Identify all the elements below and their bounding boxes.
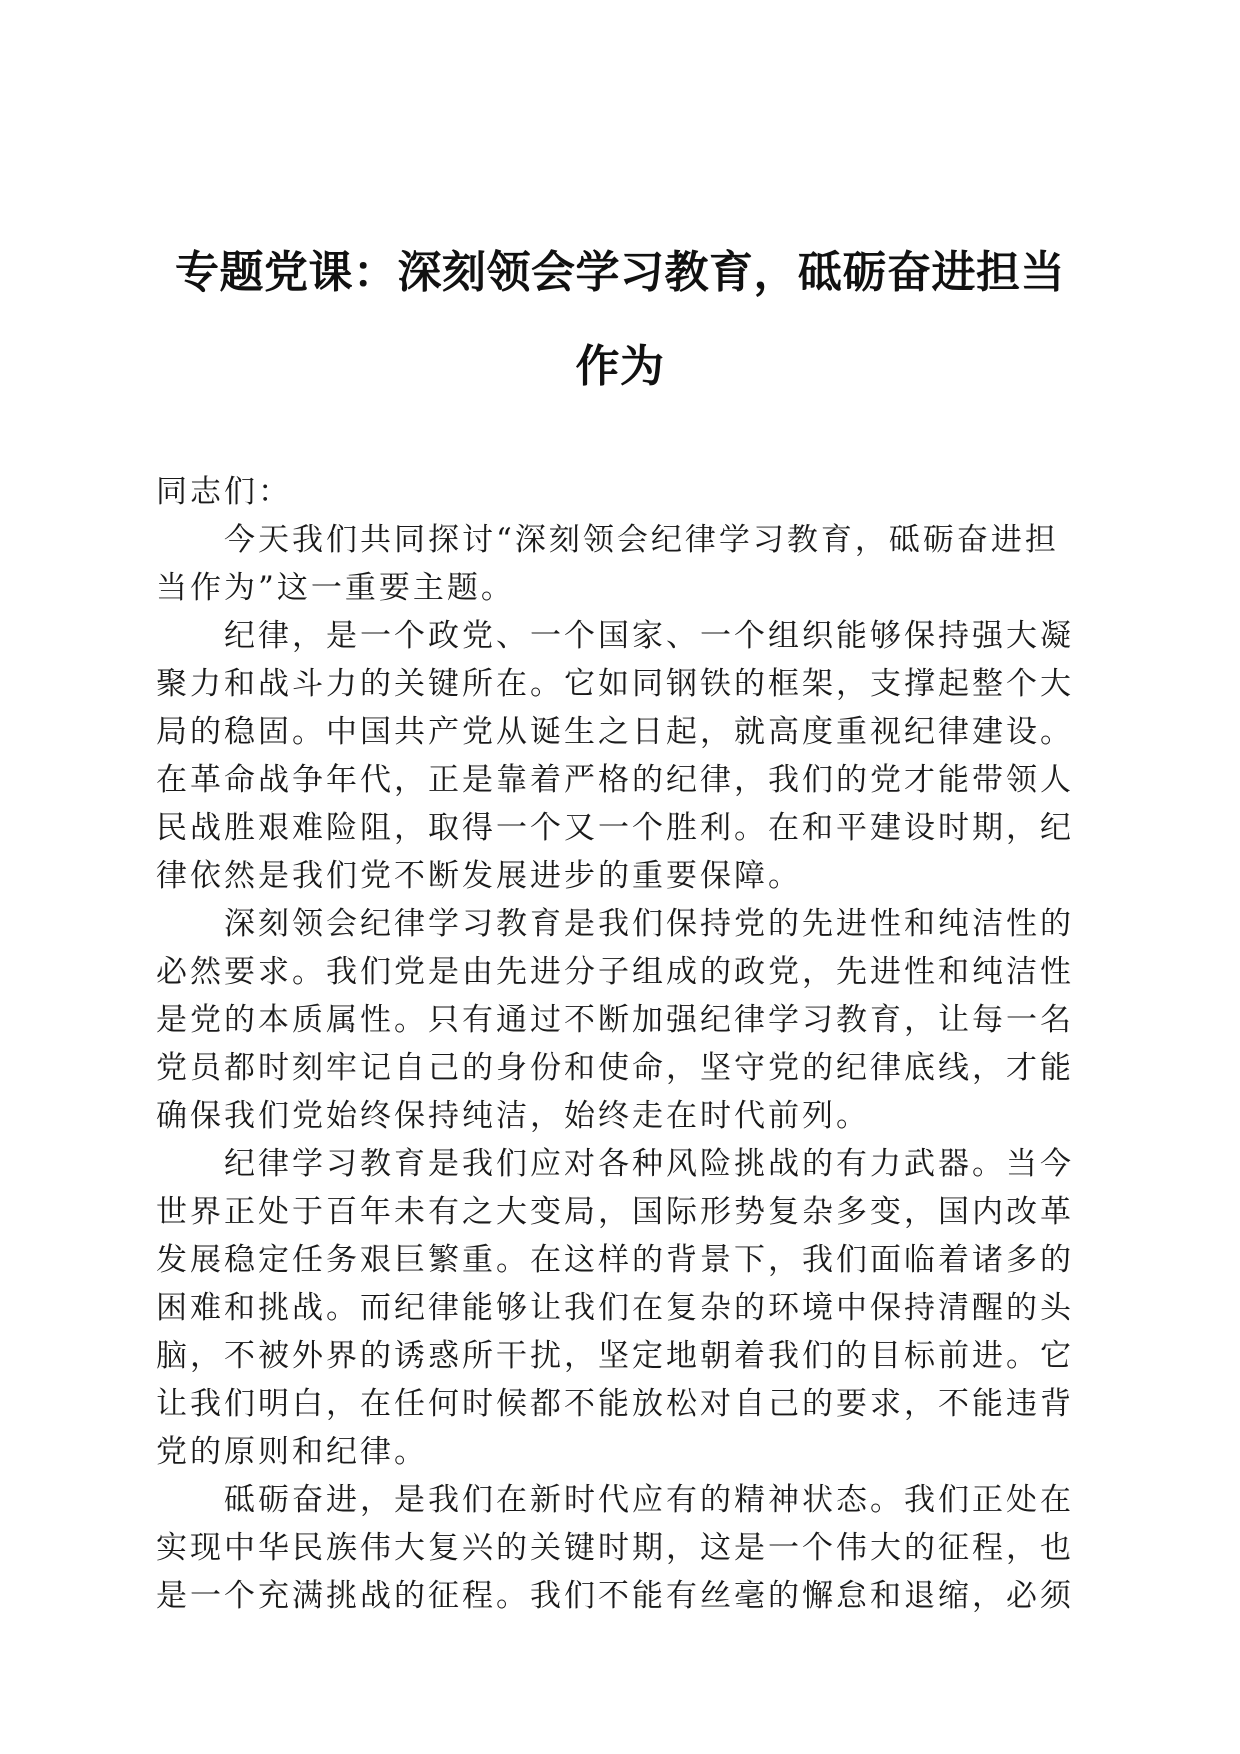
body-line: 律依然是我们党不断发展进步的重要保障。 xyxy=(156,858,802,894)
body-line: 聚力和战斗力的关键所在。它如同钢铁的框架，支撑起整个大 xyxy=(156,666,1074,702)
body-line: 是党的本质属性。只有通过不断加强纪律学习教育，让每一名 xyxy=(156,1002,1074,1038)
body-line: 纪律学习教育是我们应对各种风险挑战的有力武器。当今 xyxy=(224,1146,1074,1182)
title-line: 作为 xyxy=(575,341,665,392)
body-line: 党的原则和纪律。 xyxy=(156,1434,428,1470)
body-line: 在革命战争年代，正是靠着严格的纪律，我们的党才能带领人 xyxy=(156,762,1074,798)
body-line: 民战胜艰难险阻，取得一个又一个胜利。在和平建设时期，纪 xyxy=(156,810,1074,846)
document-title xyxy=(150,226,1090,414)
body-line: 发展稳定任务艰巨繁重。在这样的背景下，我们面临着诸多的 xyxy=(156,1242,1074,1278)
body-line: 局的稳固。中国共产党从诞生之日起，就高度重视纪律建设。 xyxy=(156,714,1074,750)
body-line: 让我们明白，在任何时候都不能放松对自己的要求，不能违背 xyxy=(156,1386,1074,1422)
body-line: 实现中华民族伟大复兴的关键时期，这是一个伟大的征程，也 xyxy=(156,1530,1074,1566)
document-body xyxy=(156,468,1086,1620)
body-line: 确保我们党始终保持纯洁，始终走在时代前列。 xyxy=(156,1098,870,1134)
body-line: 纪律，是一个政党、一个国家、一个组织能够保持强大凝 xyxy=(224,618,1074,654)
body-line: 必然要求。我们党是由先进分子组成的政党，先进性和纯洁性 xyxy=(156,954,1074,990)
body-line: 脑，不被外界的诱惑所干扰，坚定地朝着我们的目标前进。它 xyxy=(156,1338,1074,1374)
body-line: 党员都时刻牢记自己的身份和使命，坚守党的纪律底线，才能 xyxy=(156,1050,1074,1086)
body-line: 困难和挑战。而纪律能够让我们在复杂的环境中保持清醒的头 xyxy=(156,1290,1074,1326)
body-line: 世界正处于百年未有之大变局，国际形势复杂多变，国内改革 xyxy=(156,1194,1074,1230)
salutation-line: 同志们： xyxy=(156,474,292,510)
body-line: 深刻领会纪律学习教育是我们保持党的先进性和纯洁性的 xyxy=(224,906,1074,942)
body-line: 是一个充满挑战的征程。我们不能有丝毫的懈怠和退缩，必须 xyxy=(156,1578,1074,1614)
body-line: 砥砺奋进，是我们在新时代应有的精神状态。我们正处在 xyxy=(224,1482,1074,1518)
body-line: 今天我们共同探讨“深刻领会纪律学习教育，砥砺奋进担 xyxy=(224,522,1059,558)
body-line: 当作为”这一重要主题。 xyxy=(156,570,515,606)
title-line: 专题党课：深刻领会学习教育，砥砺奋进担当 xyxy=(175,247,1065,298)
